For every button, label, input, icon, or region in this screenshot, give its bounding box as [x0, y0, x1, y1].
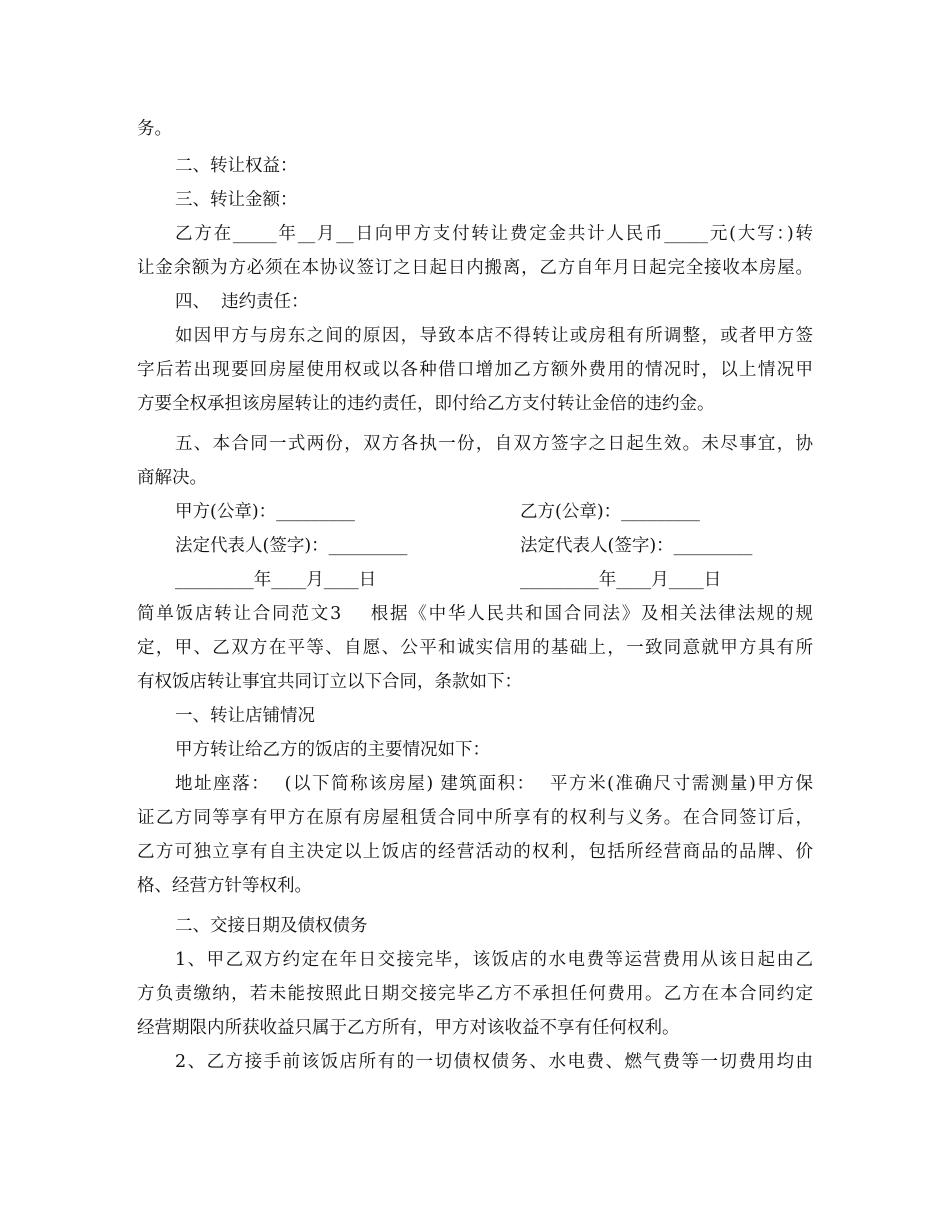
party-a-seal-field: 甲方(公章)：_________	[175, 502, 355, 522]
text-line: 商解决。	[137, 468, 207, 488]
text-line: 方要全权承担该房屋转让的违约责任，即付给乙方支付转让金倍的违约金。	[137, 394, 715, 414]
text-line: 有权饭店转让事宜共同订立以下合同，条款如下：	[137, 672, 522, 692]
text-line: 方负责缴纳，若未能按照此日期交接完毕乙方不承担任何费用。乙方在本合同约定	[137, 984, 813, 1004]
text-line: 1、甲乙双方约定在年日交接完毕，该饭店的水电费等运营费用从该日起由乙	[175, 950, 813, 970]
party-b-seal-field: 乙方(公章)：_________	[520, 502, 700, 522]
text-line: 经营期限内所获收益只属于乙方所有，甲方对该收益不享有任何权利。	[137, 1018, 680, 1038]
text-line: 定，甲、乙双方在平等、自愿、公平和诚实信用的基础上，一致同意就甲方具有所	[137, 638, 813, 658]
text-line: 如因甲方与房东之间的原因，导致本店不得转让或房租有所调整，或者甲方签	[175, 326, 813, 346]
party-b-date-field: _________年____月____日	[520, 570, 722, 590]
text-line: 乙方可独立享有自主决定以上饭店的经营活动的权利，包括所经营商品的品牌、价	[137, 842, 813, 862]
text-line: 格、经营方针等权利。	[137, 876, 312, 896]
text-line: 五、本合同一式两份，双方各执一份，自双方签字之日起生效。未尽事宜，协	[175, 434, 813, 454]
section-heading: 三、转让金额：	[175, 190, 298, 210]
section-heading: 四、 违约责任：	[175, 292, 309, 312]
party-a-date-field: _________年____月____日	[175, 570, 377, 590]
text-line: 让金余额为方必须在本协议签订之日起日内搬离，乙方自年月日起完全接收本房屋。	[137, 258, 813, 278]
section-heading: 一、转让店铺情况	[175, 706, 315, 726]
text-line: 2、乙方接手前该饭店所有的一切债权债务、水电费、燃气费等一切费用均由	[175, 1052, 813, 1072]
text-line: 地址座落： (以下简称该房屋) 建筑面积： 平方米(准确尺寸需测量)甲方保	[175, 774, 813, 794]
text-line: 甲方转让给乙方的饭店的主要情况如下：	[175, 740, 490, 760]
section-heading: 二、交接日期及债权债务	[175, 916, 368, 936]
text-line: 乙方在_____年__月__日向甲方支付转让费定金共计人民币_____元(大写：)转	[175, 224, 813, 244]
party-a-representative-field: 法定代表人(签字)：_________	[175, 536, 408, 556]
text-line: 证乙方同等享有甲方在原有房屋租赁合同中所享有的权利与义务。在合同签订后，	[137, 808, 813, 828]
text-line: 务。	[137, 119, 172, 139]
text-line: 字后若出现要回房屋使用权或以各种借口增加乙方额外费用的情况时，以上情况甲	[137, 360, 813, 380]
party-b-representative-field: 法定代表人(签字)：_________	[520, 536, 753, 556]
section-heading: 二、转让权益：	[175, 156, 298, 176]
text-line: 简单饭店转让合同范文3 根据《中华人民共和国合同法》及相关法律法规的规	[137, 604, 813, 624]
